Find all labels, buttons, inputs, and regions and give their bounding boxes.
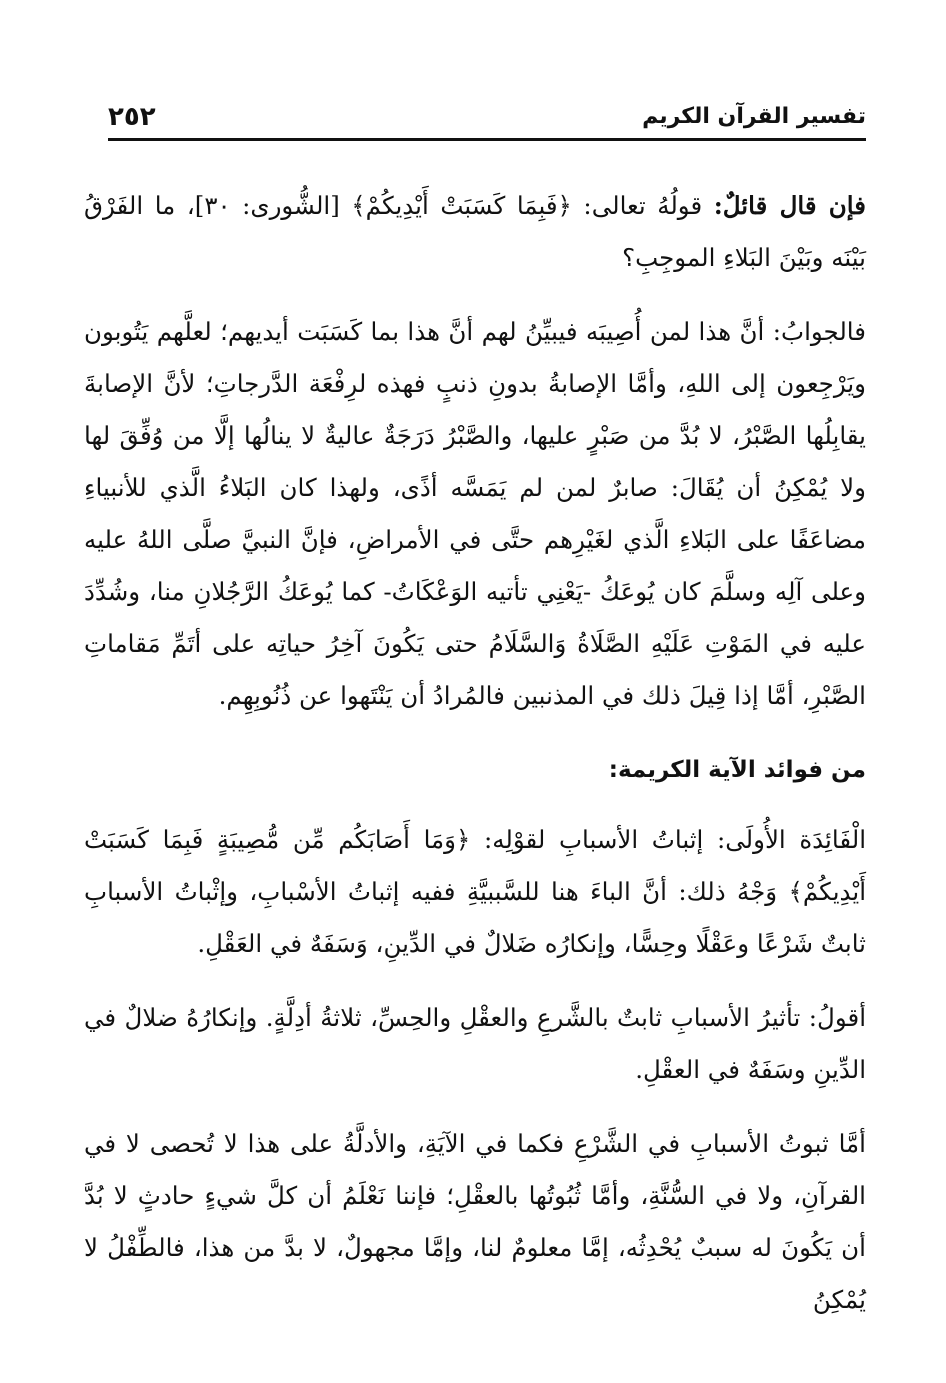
benefit-one-lead: الْفَائِدَة الأُولَى: (716, 825, 866, 854)
answer-lead: فالجوابُ: (772, 317, 866, 346)
page-body (84, 180, 866, 1348)
benefit-one-text: إثباتُ الأسبابِ لقوْلِه: ﴿وَمَا أَصَابَكُم مِّن مُّصِيبَةٍ فَبِمَا كَسَبَتْ أَيْدِيكُمْ﴾ وَجْهُ ذلك: أنَّ الباءَ هنا للسَّببيَّةِ ففيه إثباتُ الأسْبابِ، وإثْباتُ الأسبابِ ثابتٌ شَرْعًا وعَقْلًا وحِسًّا، وإنكارُه ضَلالٌ في الدِّينِ، وَسَفَهٌ في العَقْلِ. (84, 825, 866, 958)
section-heading: من فوائد الآية الكريمة: (608, 757, 866, 783)
benefit-one-paragraph (84, 814, 866, 970)
last-paragraph (84, 1118, 866, 1326)
page-number: ٢٥٢ (108, 102, 156, 132)
question-paragraph (84, 180, 866, 284)
running-title: تفسير القرآن الكريم (642, 104, 866, 129)
page-header (108, 100, 866, 141)
answer-text: أنَّ هذا لمن أُصِيبَه فيبيِّنُ لهم أنَّ هذا بما كَسَبَت أيديهم؛ لعلَّهم يَتُوبون ويَرْجِعون إلى اللهِ، وأمَّا الإصابةُ بدونِ ذنبٍ فهذه لرِفْعَة الدَّرجاتِ؛ لأنَّ الإصابةَ يقابِلُها الصَّبْرُ، لا بُدَّ من صَبْرٍ عليها، والصَّبْرُ دَرَجَةٌ عاليةٌ لا ينالُها إلَّا من وُفِّقَ لها ولا يُمْكِنُ أن يُقَالَ: صابرٌ لمن لم يَمَسَّه أذًى، ولهذا كان البَلاءُ الَّذي للأنبياءِ مضاعَفًا على البَلاءِ الَّذي لغَيْرِهم حتَّى في الأمراضِ، فإنَّ النبيَّ صلَّى اللهُ عليه وعلى آلِه وسلَّمَ كان يُوعَكُ -يَعْنِي تأتيه الوَعْكَاتُ- كما يُوعَكُ الرَّجُلانِ منا، وشُدِّدَ عليه في المَوْتِ عَلَيْهِ الصَّلَاةُ وَالسَّلَامُ حتى يَكُونَ آخِرُ حياتِه على أتَمِّ مَقاماتِ الصَّبْرِ، أمَّا إذا قِيلَ ذلك في المذنبين فالمُرادُ أن يَنْتَهوا عن ذُنُوبِهِم. (84, 317, 866, 710)
last-paragraph-text: أمَّا ثبوتُ الأسبابِ في الشَّرْعِ فكما في الآيَةِ، والأدلَّةُ على هذا لا تُحصى لا في القرآنِ، ولا في السُّنَّةِ، وأمَّا ثُبُوتُها بالعقْلِ؛ فإننا نَعْلَمُ أن كلَّ شيءٍ حادثٍ لا بُدَّ أن يَكُونَ له سببٌ يُحْدِثُه، إمَّا معلومٌ لنا، وإمَّا مجهولٌ، لا بدَّ من هذا، فالطِّفْلُ لا يُمْكِنُ (84, 1129, 866, 1314)
answer-paragraph (84, 306, 866, 722)
akul-text: تأثيرُ الأسبابِ ثابتٌ بالشَّرعِ والعقْلِ والحِسِّ، ثلاثةُ أدِلَّةٍ. وإنكارُهُ ضلالٌ في الدِّينِ وسَفَهٌ في العقْلِ. (84, 1003, 866, 1084)
question-text: قولُهُ تعالى: ﴿فَبِمَا كَسَبَتْ أَيْدِيكُمْ﴾ [الشُّورى: ٣٠]، ما الفَرْقُ بَيْنَه وبَيْنَ البَلاءِ الموجِبِ؟ (84, 191, 866, 272)
akul-lead: أقولُ: (808, 1003, 866, 1032)
question-lead: فإن قال قائلٌ: (713, 191, 866, 220)
akul-paragraph (84, 992, 866, 1096)
